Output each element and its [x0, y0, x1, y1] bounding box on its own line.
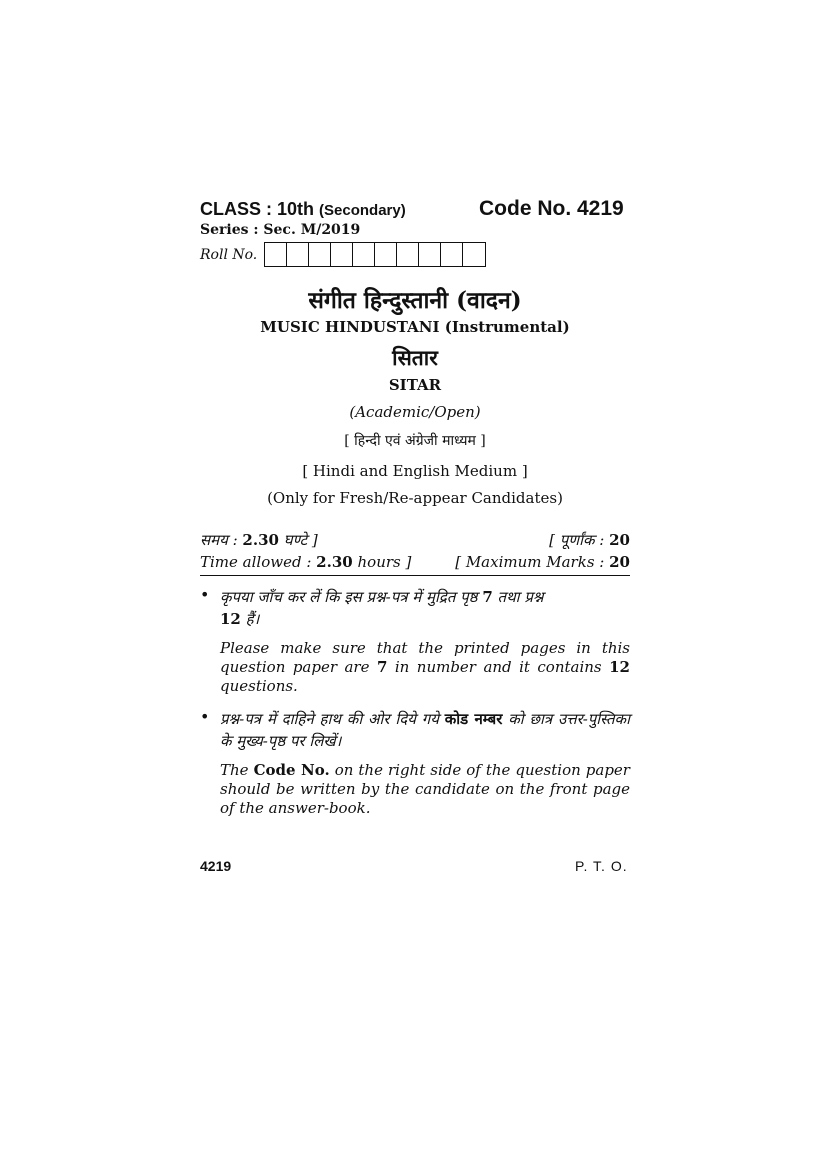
- instruction-pages-english: Please make sure that the printed pages in this question paper are 7 in number and it contains 12 questions.: [220, 639, 630, 695]
- class-sub: (Secondary): [319, 202, 406, 219]
- subject-english: SITAR: [388, 376, 442, 394]
- marks-english: [ Maximum Marks : 20: [455, 553, 630, 571]
- time-english: Time allowed : 2.30 hours ]: [200, 553, 412, 571]
- roll-number-box[interactable]: [441, 243, 463, 266]
- roll-number-box[interactable]: [287, 243, 309, 266]
- footer-code: 4219: [200, 858, 232, 874]
- time-row-english: [200, 553, 630, 571]
- medium-english: [ Hindi and English Medium ]: [302, 462, 528, 480]
- title-hindi: संगीत हिन्दुस्तानी (वादन): [308, 287, 522, 314]
- roll-number-boxes[interactable]: [264, 242, 486, 267]
- class-label: CLASS : 10th: [200, 199, 315, 219]
- class-heading: [200, 199, 406, 220]
- roll-number-box[interactable]: [419, 243, 441, 266]
- time-row-hindi: [200, 530, 630, 550]
- instruction-code-english: The Code No. on the right side of the question paper should be written by the candidate on the front page of the answer-book.: [220, 761, 630, 817]
- subject-hindi: सितार: [392, 345, 438, 370]
- title-english: MUSIC HINDUSTANI (Instrumental): [260, 318, 570, 336]
- marks-hindi: [ पूर्णांक : 20: [549, 531, 630, 549]
- roll-number-box[interactable]: [331, 243, 353, 266]
- time-hindi: समय : 2.30 घण्टे ]: [200, 531, 318, 549]
- divider: [200, 575, 630, 576]
- roll-label: Roll No.: [200, 247, 258, 263]
- instruction-code-hindi: प्रश्न-पत्र में दाहिने हाथ की ओर दिये गये कोड नम्बर को छात्र उत्तर-पुस्तिका के मुख्य-पृष्ठ पर लिखें।: [220, 710, 630, 750]
- roll-number-box[interactable]: [397, 243, 419, 266]
- roll-number-box[interactable]: [309, 243, 331, 266]
- academic-label: (Academic/Open): [349, 403, 481, 421]
- bullet-icon: •: [200, 585, 210, 604]
- roll-number-box[interactable]: [375, 243, 397, 266]
- code-number: Code No. 4219: [479, 197, 624, 220]
- medium-hindi: [ हिन्दी एवं अंग्रेजी माध्यम ]: [344, 433, 486, 449]
- footer-pto: P. T. O.: [575, 858, 628, 874]
- series-label: Series : Sec. M/2019: [200, 222, 361, 238]
- bullet-icon: •: [200, 707, 210, 726]
- candidates-note: (Only for Fresh/Re-appear Candidates): [267, 489, 563, 507]
- roll-number-box[interactable]: [265, 243, 287, 266]
- roll-number-box[interactable]: [463, 243, 485, 266]
- roll-number-box[interactable]: [353, 243, 375, 266]
- instruction-pages-hindi: कृपया जाँच कर लें कि इस प्रश्न-पत्र में मुद्रित पृष्ठ 7 तथा प्रश्न 12 हैं।: [220, 588, 544, 628]
